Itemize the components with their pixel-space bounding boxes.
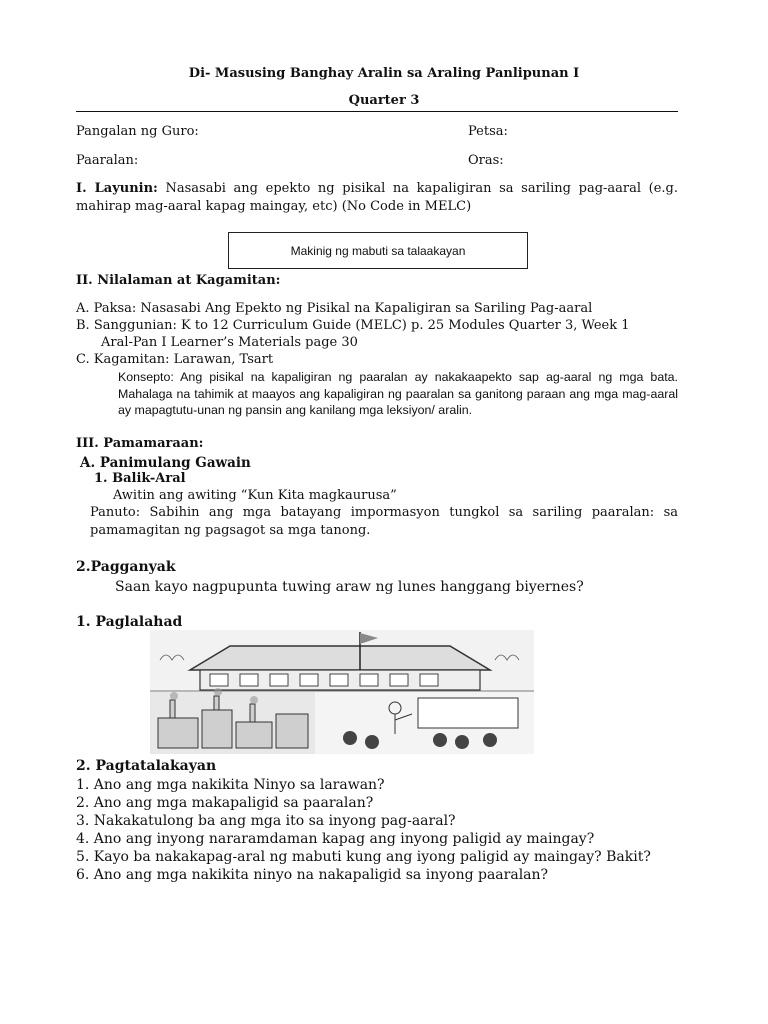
question-item: 3. Nakakatulong ba ang mga ito sa inyong pag-aaral? bbox=[76, 813, 456, 829]
doc-title: Di- Masusing Banghay Aralin sa Araling Panlipunan I bbox=[188, 66, 580, 81]
materials-line: C. Kagamitan: Larawan, Tsart bbox=[76, 352, 274, 367]
question-item: 4. Ano ang inyong nararamdaman kapag ang inyong paligid ay maingay? bbox=[76, 831, 595, 847]
concept-paragraph: Konsepto: Ang pisikal na kapaligiran ng paaralan ay nakakaapekto sap ag-aaral ng mga bata. Mahalaga na tahimik at maayos ang kapaligiran ng paaralan sa ganitong paraan ang mga mag-aaral ay mapagtutu-unan ng pansin ang kanilang mga leksiyon/ aralin. bbox=[118, 370, 678, 417]
initial-heading: A. Panimulang Gawain bbox=[80, 455, 251, 471]
topic-line: A. Paksa: Nasasabi Ang Epekto ng Pisikal na Kapaligiran sa Sariling Pag-aaral bbox=[76, 301, 593, 316]
time-label: Oras: bbox=[468, 153, 504, 168]
question-item: 2. Ano ang mga makapaligid sa paaralan? bbox=[76, 795, 374, 811]
objective-heading: I. Layunin: bbox=[76, 181, 158, 196]
presentation-heading: 1. Paglalahad bbox=[76, 614, 183, 630]
teacher-label: Pangalan ng Guro: bbox=[76, 124, 199, 139]
school-label: Paaralan: bbox=[76, 153, 139, 168]
reference-line: B. Sanggunian: K to 12 Curriculum Guide (MELC) p. 25 Modules Quarter 3, Week 1 bbox=[76, 318, 630, 333]
school-roof bbox=[190, 646, 490, 670]
content-heading: II. Nilalaman at Kagamitan: bbox=[76, 273, 281, 288]
question-item: 1. Ano ang mga nakikita Ninyo sa larawan? bbox=[76, 777, 385, 793]
school-row bbox=[76, 152, 678, 170]
questions-list bbox=[76, 776, 678, 884]
reminder-box: Makinig ng mabuti sa talaakayan bbox=[228, 232, 528, 269]
motivation-heading: 2.Pagganyak bbox=[76, 559, 176, 575]
question-item: 5. Kayo ba nakakapag-aral ng mabuti kung ang iyong paligid ay maingay? Bakit? bbox=[76, 849, 651, 865]
blackboard bbox=[418, 698, 518, 728]
objective-text: Nasasabi ang epekto ng pisikal na kapaligiran sa sariling pag-aaral (e.g. mahirap mag-aaral kapag maingay, etc) (No Code in MELC) bbox=[76, 181, 679, 214]
doc-quarter: Quarter 3 bbox=[348, 93, 420, 108]
teacher-row bbox=[76, 123, 678, 141]
review-text: Awitin ang awiting “Kun Kita magkaurusa” bbox=[113, 488, 397, 503]
question-item: 6. Ano ang mga nakikita ninyo na nakapaligid sa inyong paaralan? bbox=[76, 867, 549, 883]
reference-line-2: Aral-Pan I Learner’s Materials page 30 bbox=[101, 335, 358, 350]
header-divider bbox=[76, 111, 678, 112]
date-label: Petsa: bbox=[468, 124, 508, 139]
review-heading: 1. Balik-Aral bbox=[94, 471, 186, 486]
objective-paragraph bbox=[76, 180, 678, 216]
school-illustration bbox=[150, 630, 534, 754]
motivation-text: Saan kayo nagpupunta tuwing araw ng lunes hanggang biyernes? bbox=[115, 579, 584, 595]
discussion-heading: 2. Pagtatalakayan bbox=[76, 758, 217, 774]
procedure-heading: III. Pamamaraan: bbox=[76, 436, 204, 451]
instruction-paragraph: Panuto: Sabihin ang mga batayang impormasyon tungkol sa sariling paaralan: sa pamamagitan ng pagsagot sa mga tanong. bbox=[90, 505, 678, 538]
